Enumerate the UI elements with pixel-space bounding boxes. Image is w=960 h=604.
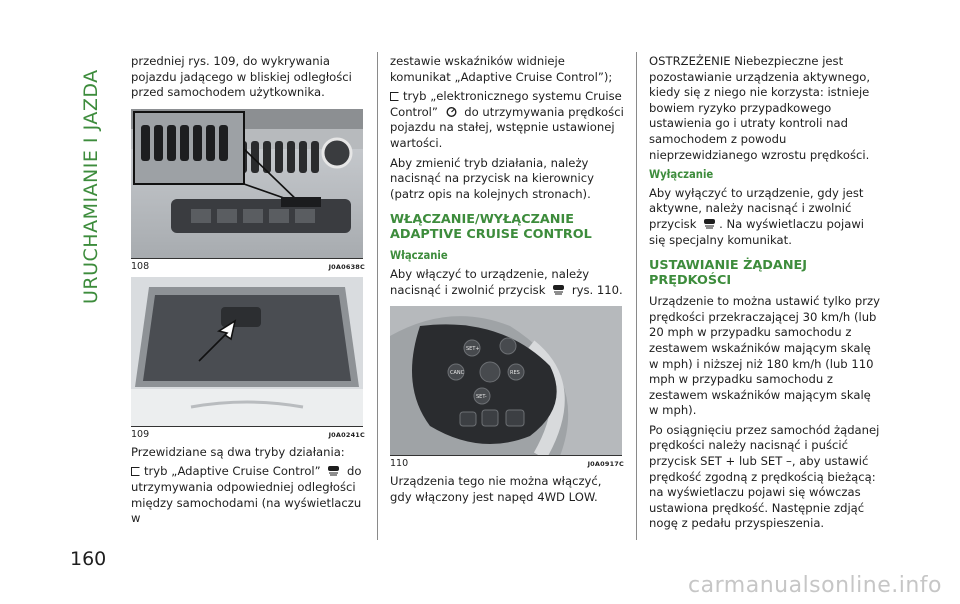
jeep-front-grille-image bbox=[131, 109, 363, 259]
adaptive-cruise-icon bbox=[552, 284, 565, 295]
windshield-camera-image bbox=[131, 277, 363, 427]
intro-paragraph: przedniej rys. 109, do wykrywania pojazdu jadącego w bliskiej odległości przed samochodem użytkownika. bbox=[131, 54, 352, 100]
adaptive-cruise-icon bbox=[703, 218, 716, 229]
4wd-low-paragraph: Urządzenia tego nie można włączyć, gdy włączony jest napęd 4WD LOW. bbox=[390, 474, 602, 504]
figure-number: 109 bbox=[131, 428, 150, 440]
column-divider bbox=[377, 52, 378, 540]
section-heading-on-off: WŁĄCZANIE/WYŁĄCZANIE ADAPTIVE CRUISE CONTROL bbox=[390, 212, 592, 243]
svg-text:SET-: SET- bbox=[476, 394, 487, 401]
subheading-off: Wyłączanie bbox=[649, 168, 714, 182]
section-heading-set-speed: USTAWIANIE ŻĄDANEJ PRĘDKOŚCI bbox=[649, 258, 808, 289]
figure-109 bbox=[131, 277, 365, 441]
bullet-icon bbox=[131, 467, 140, 476]
steering-wheel-buttons-image bbox=[390, 306, 622, 456]
figure-code: J0A0638C bbox=[328, 262, 365, 271]
figure-code: J0A0917C bbox=[587, 460, 624, 469]
bullet-icon bbox=[390, 92, 399, 101]
adaptive-cruise-icon bbox=[327, 465, 340, 476]
figure-108 bbox=[131, 109, 365, 273]
column-3 bbox=[649, 54, 883, 536]
subheading-on: Włączanie bbox=[390, 249, 448, 263]
cruise-control-icon bbox=[445, 106, 458, 117]
figure-number: 108 bbox=[131, 260, 150, 272]
svg-text:CANC: CANC bbox=[450, 370, 465, 377]
turn-off-paragraph: Aby wyłączyć to urządzenie, gdy jest aktywne, należy nacisnąć i zwolnić przycisk . Na wyświetlaczu pojawi się specjalny komunikat. bbox=[649, 185, 865, 247]
svg-text:RES: RES bbox=[510, 370, 520, 377]
turn-on-paragraph: Aby włączyć to urządzenie, należy nacisnąć i zwolnić przycisk rys. 110. bbox=[390, 266, 623, 297]
set-speed-paragraph-2: Po osiągnięciu przez samochód żądanej prędkości należy nacisnąć i puścić przycisk SET + lub SET –, aby ustawić prędkość zgodną z prędkością bieżącą: na wyświetlaczu pojawi się wówczas ustawiona prędkość. Następnie zdjąć nogę z pedału przyspieszenia. bbox=[649, 422, 880, 531]
column-divider bbox=[636, 52, 637, 540]
mode-1-continued: zestawie wskaźników widnieje komunikat „Adaptive Cruise Control”); bbox=[390, 54, 613, 84]
mode-2-description: tryb „elektronicznego systemu Cruise Control” do utrzymywania prędkości pojazdu na stałej, wstępnie ustawionej wartości. bbox=[390, 89, 624, 150]
watermark: carmanualsonline.info bbox=[688, 573, 942, 598]
modes-intro: Przewidziane są dwa tryby działania: bbox=[131, 444, 345, 459]
page-number: 160 bbox=[70, 548, 107, 570]
mode-1-description: tryb „Adaptive Cruise Control” do utrzymywania odpowiedniej odległości między samochodami (na wyświetlaczu w bbox=[131, 464, 362, 526]
figure-number: 110 bbox=[390, 458, 409, 470]
change-mode-paragraph: Aby zmienić tryb działania, należy nacisnąć na przycisk na kierownicy (patrz opis na kolejnych stronach). bbox=[390, 155, 594, 201]
column-2 bbox=[390, 54, 624, 509]
figure-110 bbox=[390, 306, 624, 470]
warning-paragraph: OSTRZEŻENIE Niebezpieczne jest pozostawianie urządzenia aktywnego, kiedy się z niego nie korzysta: istnieje bowiem ryzyko przypadkowego ustawienia go i utraty kontroli nad samochodem z powodu nieprzewidzianego wzrostu prędkości. bbox=[649, 54, 871, 162]
figure-code: J0A0241C bbox=[328, 430, 365, 439]
set-speed-paragraph-1: Urządzenie to można ustawić tylko przy prędkości przekraczającej 30 km/h (lub 20 mph w przypadku samochodu z zestawem wskaźników mającym skalę w mph) i niższej niż 180 km/h (lub 110 mph w przypadku samochodu z zestawem wskaźników mającym skalę w mph). bbox=[649, 294, 880, 418]
chapter-title: URUCHAMIANIE I JAZDA bbox=[80, 69, 102, 304]
svg-text:SET+: SET+ bbox=[466, 346, 480, 353]
column-1 bbox=[131, 54, 365, 531]
